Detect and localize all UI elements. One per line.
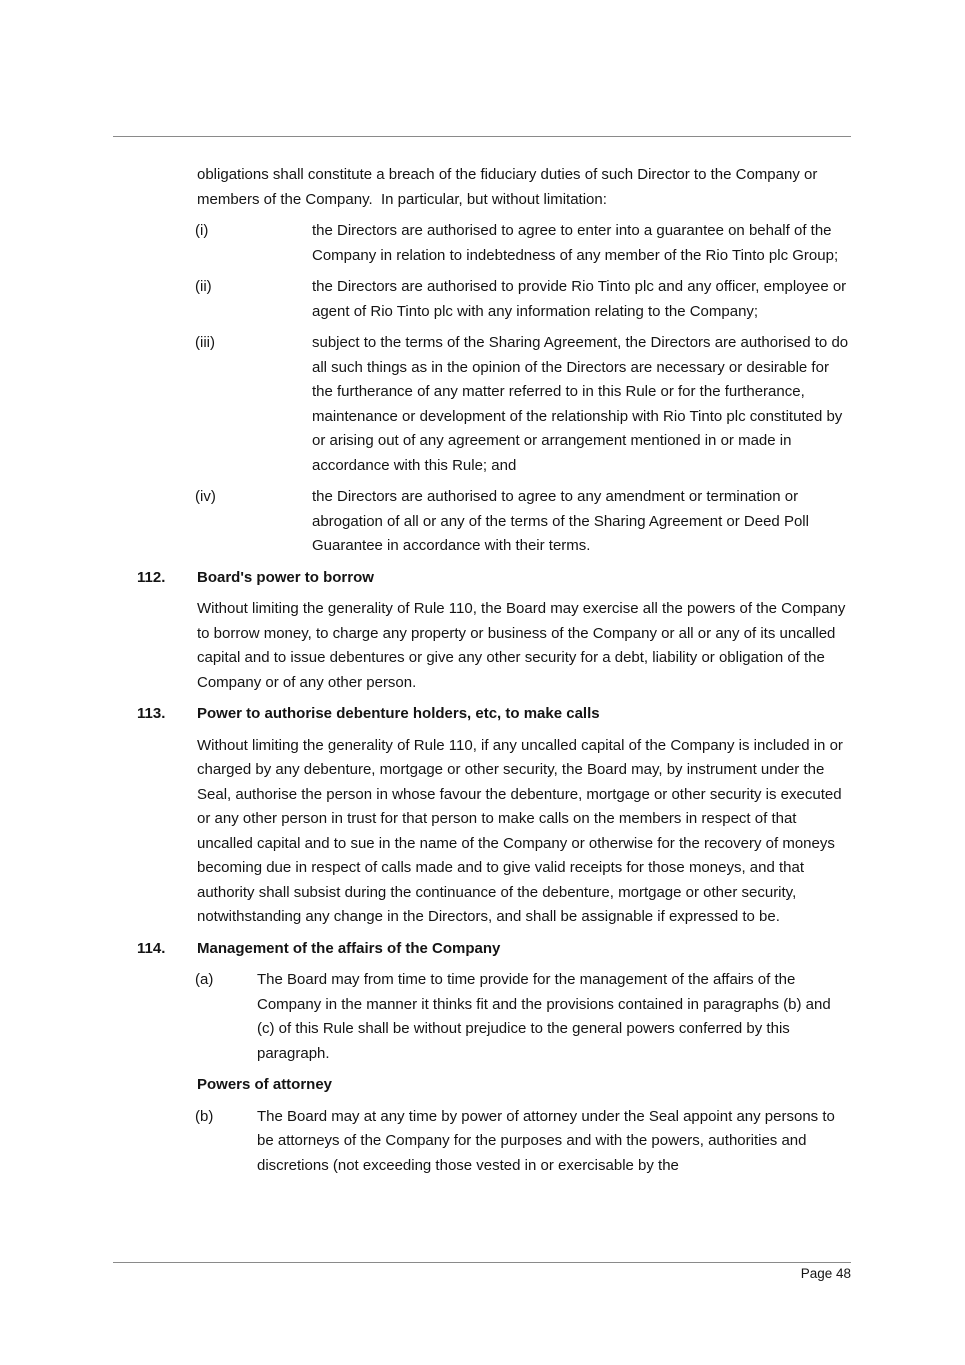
sub-heading-powers-of-attorney: Powers of attorney bbox=[197, 1076, 333, 1093]
list-item-text: the Directors are authorised to provide Rio Tinto plc and any officer, employee or agent of Rio Tinto plc with any information relating to the Company; bbox=[312, 278, 851, 320]
list-item-text: the Directors are authorised to agree to any amendment or termination or abrogation of all or any of the terms of the Sharing Agreement or Deed Poll Guarantee in accordance with their terms. bbox=[312, 488, 814, 554]
list-marker: (b) bbox=[195, 1107, 214, 1125]
list-marker: (a) bbox=[195, 971, 214, 988]
rule-heading-114 bbox=[137, 937, 851, 962]
rule-113-paragraph: Without limiting the generality of Rule 110, if any uncalled capital of the Company is included in or charged by any debenture, mortgage or other security, the Board may, by instrument under the Seal, authorise the person in whose favour the debenture, mortgage or other security is executed or any other person in trust for that person to make calls on the members in respect of that uncalled capital and to sue in the name of the Company or otherwise for the recovery of moneys becoming due in respect of calls made and to give valid receipts for those moneys, and that authority shall subsist during the continuance of the debenture, mortgage or other security, notwithstanding any change in the Directors, and shall be assignable if expressed to be. bbox=[197, 736, 848, 925]
list-item bbox=[195, 968, 851, 1066]
rule-title: Power to authorise debenture holders, etc, to make calls bbox=[197, 705, 600, 722]
list-item-text: the Directors are authorised to agree to enter into a guarantee on behalf of the Company in relation to indebtedness of any member of the Rio Tinto plc Group; bbox=[312, 222, 839, 264]
list-marker: (ii) bbox=[195, 278, 212, 295]
header-divider bbox=[113, 136, 851, 137]
rule-112-paragraph: Without limiting the generality of Rule 110, the Board may exercise all the powers of the Company to borrow money, to charge any property or business of the Company or all or any of its uncalled capital and to issue debentures or give any other security for a debt, liability or obligation of the Company or of any other person. bbox=[197, 600, 850, 691]
rule-title: Board's power to borrow bbox=[197, 568, 374, 586]
list-item bbox=[195, 219, 851, 268]
rule-number: 113. bbox=[137, 705, 166, 722]
rule-heading-113 bbox=[137, 702, 851, 727]
rule-heading-112 bbox=[137, 566, 851, 591]
list-marker: (iii) bbox=[195, 334, 215, 351]
list-item bbox=[195, 485, 851, 559]
list-marker: (iv) bbox=[195, 488, 216, 505]
intro-paragraph: obligations shall constitute a breach of the fiduciary duties of such Director to the Company or members of the Company. In particular, but without limitation: bbox=[197, 166, 822, 208]
footer-divider bbox=[113, 1262, 851, 1263]
rule-number: 114. bbox=[137, 939, 166, 957]
page-number: Page 48 bbox=[800, 1266, 851, 1281]
rule-number: 112. bbox=[137, 568, 166, 586]
list-marker: (i) bbox=[195, 222, 209, 239]
rule-title: Management of the affairs of the Company bbox=[197, 939, 501, 957]
list-item-text: subject to the terms of the Sharing Agreement, the Directors are authorised to do all such things as in the opinion of the Directors are necessary or desirable for the furtherance of any matter referred to in this Rule or for the furtherance, maintenance or development of the relationship with Rio Tinto plc constituted by or arising out of any agreement or arrangement mentioned in or made in accordance with this Rule; and bbox=[312, 334, 853, 474]
document-content bbox=[137, 163, 851, 1185]
list-item-text: The Board may from time to time provide for the management of the affairs of the Company in the manner it thinks fit and the provisions contained in paragraphs (b) and (c) of this Rule shall be without prejudice to the general powers conferred by this paragraph. bbox=[257, 971, 835, 1062]
list-item bbox=[195, 275, 851, 324]
list-item bbox=[195, 331, 851, 478]
list-item-text: The Board may at any time by power of attorney under the Seal appoint any persons to be attorneys of the Company for the purposes and with the powers, authorities and discretions (not exceeding those vested in or exercisable by the bbox=[257, 1107, 840, 1174]
list-item bbox=[195, 1105, 851, 1179]
